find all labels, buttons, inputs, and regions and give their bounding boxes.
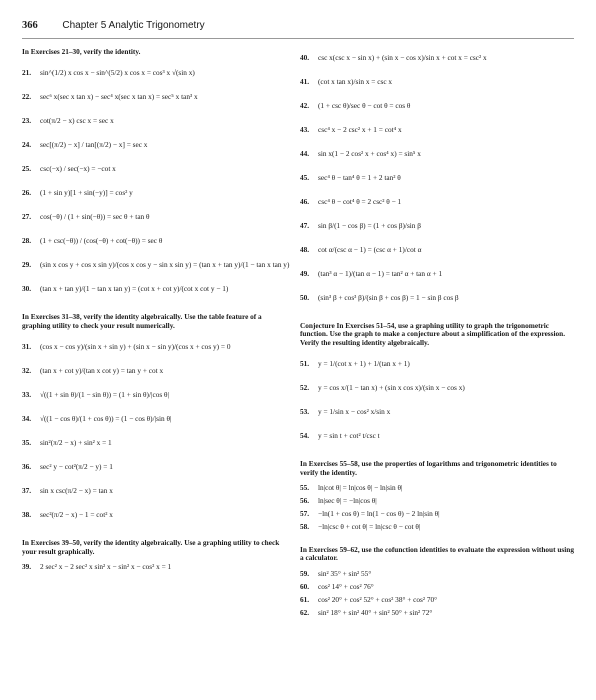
exercise-equation: (1 + sin y)[1 + sin(−y)] = cos² y — [40, 188, 133, 198]
exercise-number: 45. — [300, 172, 310, 182]
exercise-item — [22, 229, 288, 253]
exercise-equation: sec⁴ θ − tan⁴ θ = 1 + 2 tan² θ — [318, 172, 401, 182]
exercise-item — [300, 521, 574, 534]
exercise-item — [300, 581, 574, 594]
exercise-item — [300, 46, 574, 70]
exercise-item — [22, 277, 288, 301]
exercise-equation: (sin x cos y + cos x sin y)/(cos x cos y − sin x sin y) = (tan x + tan y)/(1 − tan x tan y) — [40, 260, 290, 270]
exercise-number: 47. — [300, 220, 310, 230]
exercise-item — [300, 400, 574, 424]
exercise-equation: csc⁴ x − 2 csc² x + 1 = cot⁴ x — [318, 124, 402, 134]
page-header — [22, 20, 574, 36]
exercise-item — [300, 495, 574, 508]
exercise-equation: (cot x tan x)/sin x = csc x — [318, 76, 393, 86]
exercise-equation: cot(π/2 − x) csc x = sec x — [40, 116, 114, 126]
exercise-number: 39. — [22, 562, 32, 572]
exercise-item — [22, 253, 288, 277]
exercises-39 — [22, 561, 288, 574]
exercise-equation: (tan x + cot y)/(tan x cot y) = tan y + cot x — [40, 365, 164, 375]
exercise-item — [22, 85, 288, 109]
exercise-equation: ln|cot θ| = ln|cos θ| − ln|sin θ| — [318, 483, 403, 493]
exercise-number: 40. — [300, 52, 310, 62]
exercise-number: 21. — [22, 68, 32, 78]
exercise-equation: y = 1/sin x − cos² x/sin x — [318, 406, 391, 416]
instructions-39-50: In Exercises 39–50, verify the identity algebraically. Use a graphing utility to check your result graphically. — [22, 538, 280, 556]
exercise-item — [22, 383, 288, 407]
chapter-title: Chapter 5 Analytic Trigonometry — [62, 20, 205, 31]
exercise-number: 23. — [22, 116, 32, 126]
exercise-item — [22, 455, 288, 479]
exercise-number: 54. — [300, 430, 310, 440]
exercise-equation: sin² 18° + sin² 40° + sin² 50° + sin² 72° — [318, 608, 433, 618]
exercise-item — [300, 238, 574, 262]
exercise-equation: y = sin t + cot² t/csc t — [318, 430, 380, 440]
exercise-number: 46. — [300, 196, 310, 206]
exercise-item — [300, 262, 574, 286]
exercise-number: 29. — [22, 260, 32, 270]
exercise-equation: −ln(1 + cos θ) = ln(1 − cos θ) − 2 ln|sin θ| — [318, 509, 440, 519]
exercise-number: 22. — [22, 92, 32, 102]
exercise-equation: (sin³ β + cos³ β)/(sin β + cos β) = 1 − sin β cos β — [318, 292, 459, 302]
exercise-number: 62. — [300, 608, 310, 618]
exercises-21-30 — [22, 61, 288, 301]
exercise-equation: −ln|csc θ + cot θ| = ln|csc θ − cot θ| — [318, 522, 421, 532]
exercise-item — [300, 286, 574, 310]
instructions-59-62: In Exercises 59–62, use the cofunction identities to evaluate the expression without using a calculator. — [300, 544, 574, 563]
exercise-number: 52. — [300, 382, 310, 392]
instructions-21-30: In Exercises 21–30, verify the identity. — [22, 47, 141, 56]
exercise-number: 24. — [22, 140, 32, 150]
instructions-51-54: Conjecture In Exercises 51–54, use a graphing utility to graph the trigonometric function. Use the graph to make a conjecture about a simplification of the expression. Verify the resulting identity algebraically. — [300, 321, 566, 347]
exercise-item — [22, 181, 288, 205]
exercise-item — [300, 214, 574, 238]
exercise-item — [300, 508, 574, 521]
exercise-number: 53. — [300, 406, 310, 416]
exercise-number: 37. — [22, 485, 32, 495]
exercise-item — [300, 190, 574, 214]
exercise-item — [300, 607, 574, 620]
header-rule — [22, 38, 574, 39]
exercise-equation: sec[(π/2) − x] / tan[(π/2) − x] = sec x — [40, 140, 148, 150]
exercise-number: 30. — [22, 284, 32, 294]
exercise-equation: csc x(csc x − sin x) + (sin x − cos x)/sin x + cot x = csc² x — [318, 52, 487, 62]
exercise-equation: (cos x − cos y)/(sin x + sin y) + (sin x − sin y)/(cos x + cos y) = 0 — [40, 341, 231, 351]
exercise-number: 61. — [300, 595, 310, 605]
exercise-equation: sin β/(1 − cos β) = (1 + cos β)/sin β — [318, 220, 421, 230]
exercise-number: 38. — [22, 509, 32, 519]
exercises-55-58 — [300, 482, 574, 534]
page-number: 366 — [22, 20, 38, 31]
exercise-number: 60. — [300, 582, 310, 592]
right-column — [300, 46, 574, 620]
exercise-item — [22, 561, 288, 574]
exercise-equation: cos² 20° + cos² 52° + cos² 38° + cos² 70° — [318, 595, 438, 605]
exercise-equation: √((1 + sin θ)/(1 − sin θ)) = (1 + sin θ)/|cos θ| — [40, 389, 169, 399]
exercise-equation: 2 sec² x − 2 sec² x sin² x − sin² x − cos² x = 1 — [40, 562, 172, 572]
exercise-number: 56. — [300, 496, 310, 506]
exercises-51-54 — [300, 352, 574, 448]
exercise-item — [22, 407, 288, 431]
exercise-number: 44. — [300, 148, 310, 158]
exercise-equation: sec⁶ x(sec x tan x) − sec⁴ x(sec x tan x) = sec⁵ x tan³ x — [40, 92, 198, 102]
exercise-item — [300, 594, 574, 607]
exercise-item — [22, 61, 288, 85]
exercise-number: 50. — [300, 292, 310, 302]
exercise-equation: cot α/(csc α − 1) = (csc α + 1)/cot α — [318, 244, 422, 254]
exercise-item — [22, 109, 288, 133]
exercise-equation: sin x csc(π/2 − x) = tan x — [40, 485, 113, 495]
exercise-item — [300, 482, 574, 495]
exercise-item — [22, 157, 288, 181]
exercise-item — [22, 359, 288, 383]
exercise-number: 59. — [300, 569, 310, 579]
exercise-item — [300, 166, 574, 190]
exercise-equation: sin²(π/2 − x) + sin² x = 1 — [40, 437, 112, 447]
exercise-number: 34. — [22, 413, 32, 423]
exercise-equation: √((1 − cos θ)/(1 + cos θ)) = (1 − cos θ)/|sin θ| — [40, 413, 172, 423]
exercise-number: 49. — [300, 268, 310, 278]
exercises-40-50 — [300, 46, 574, 310]
exercise-equation: (1 + csc(−θ)) / (cos(−θ) + cot(−θ)) = sec θ — [40, 236, 163, 246]
exercise-number: 48. — [300, 244, 310, 254]
exercise-equation: sin² 35° + sin² 55° — [318, 569, 372, 579]
exercise-item — [300, 118, 574, 142]
exercise-equation: (tan³ α − 1)/(tan α − 1) = tan² α + tan α + 1 — [318, 268, 443, 278]
exercise-equation: csc⁴ θ − cot⁴ θ = 2 csc² θ − 1 — [318, 196, 402, 206]
left-column — [22, 46, 288, 574]
exercise-number: 36. — [22, 461, 32, 471]
exercise-number: 25. — [22, 164, 32, 174]
exercise-equation: csc(−x) / sec(−x) = −cot x — [40, 164, 116, 174]
exercise-equation: cos(−θ) / (1 + sin(−θ)) = sec θ + tan θ — [40, 212, 150, 222]
exercise-number: 32. — [22, 365, 32, 375]
exercise-number: 57. — [300, 509, 310, 519]
exercise-item — [300, 376, 574, 400]
exercises-59-62 — [300, 568, 574, 620]
exercise-equation: sin x(1 − 2 cos² x + cos⁴ x) = sin⁵ x — [318, 148, 421, 158]
exercise-number: 41. — [300, 76, 310, 86]
exercise-equation: (1 + csc θ)/sec θ − cot θ = cos θ — [318, 100, 411, 110]
exercise-number: 55. — [300, 483, 310, 493]
exercise-equation: sec² y − cot²(π/2 − y) = 1 — [40, 461, 113, 471]
exercise-item — [300, 70, 574, 94]
exercise-number: 26. — [22, 188, 32, 198]
exercises-31-38 — [22, 335, 288, 527]
exercise-item — [300, 568, 574, 581]
exercise-item — [22, 205, 288, 229]
exercise-equation: y = 1/(cot x + 1) + 1/(tan x + 1) — [318, 358, 410, 368]
exercise-equation: sec²(π/2 − x) − 1 = cot² x — [40, 509, 113, 519]
exercise-number: 42. — [300, 100, 310, 110]
exercise-item — [22, 479, 288, 503]
exercise-item — [300, 424, 574, 448]
exercise-number: 28. — [22, 236, 32, 246]
exercise-number: 27. — [22, 212, 32, 222]
exercise-item — [300, 142, 574, 166]
instructions-55-58: In Exercises 55–58, use the properties of logarithms and trigonometric identities to verify the identity. — [300, 459, 557, 477]
exercise-item — [300, 352, 574, 376]
exercise-equation: sin^(1/2) x cos x − sin^(5/2) x cos x = cos³ x √(sin x) — [40, 68, 195, 78]
exercise-equation: cos² 14° + cos² 76° — [318, 582, 374, 592]
exercise-item — [22, 133, 288, 157]
exercise-number: 31. — [22, 341, 32, 351]
exercise-number: 43. — [300, 124, 310, 134]
exercise-equation: (tan x + tan y)/(1 − tan x tan y) = (cot x + cot y)/(cot x cot y − 1) — [40, 284, 229, 294]
exercise-item — [22, 503, 288, 527]
instructions-31-38: In Exercises 31–38, verify the identity algebraically. Use the table feature of a graphing utility to check your result numerically. — [22, 312, 262, 330]
exercise-equation: y = cos x/(1 − tan x) + (sin x cos x)/(sin x − cos x) — [318, 382, 465, 392]
exercise-item — [300, 94, 574, 118]
exercise-number: 58. — [300, 522, 310, 532]
exercise-item — [22, 431, 288, 455]
exercise-number: 51. — [300, 358, 310, 368]
exercise-number: 35. — [22, 437, 32, 447]
exercise-number: 33. — [22, 389, 32, 399]
exercise-item — [22, 335, 288, 359]
exercise-equation: ln|sec θ| = −ln|cos θ| — [318, 496, 377, 506]
